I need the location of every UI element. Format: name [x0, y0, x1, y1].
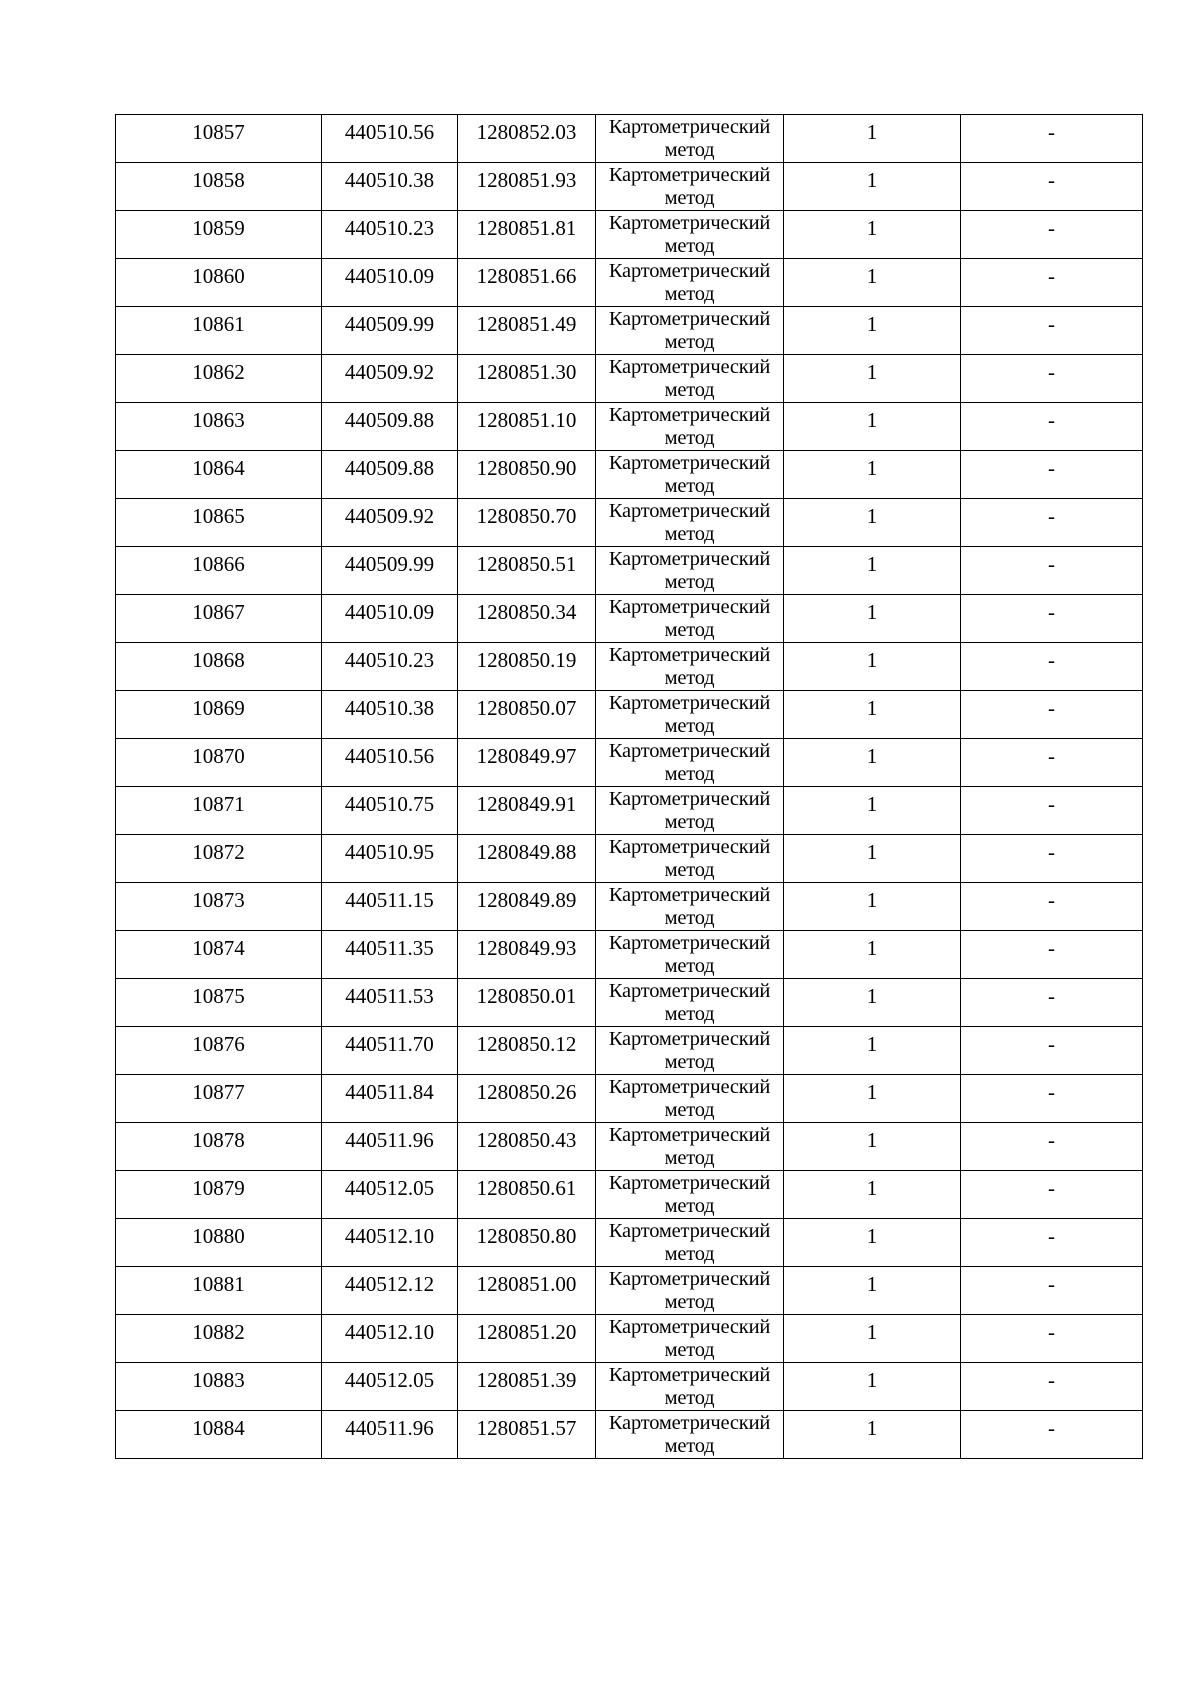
method-label-line1: Картометрический: [608, 932, 771, 954]
x-coordinate-cell: 440510.23: [322, 211, 458, 259]
method-label-line2: метод: [664, 955, 715, 977]
point-number-cell: 10860: [116, 259, 322, 307]
method-cell: [596, 1315, 784, 1363]
y-coordinate-cell: 1280851.81: [458, 211, 596, 259]
accuracy-cell: 1: [784, 1219, 961, 1267]
point-number-cell: 10875: [116, 979, 322, 1027]
method-cell: [596, 307, 784, 355]
x-coordinate-cell: 440509.99: [322, 307, 458, 355]
x-coordinate-cell: 440512.05: [322, 1363, 458, 1411]
method-cell: [596, 691, 784, 739]
note-cell: -: [961, 547, 1143, 595]
accuracy-cell: 1: [784, 115, 961, 163]
method-label-line2: метод: [664, 1147, 715, 1169]
point-number-cell: 10883: [116, 1363, 322, 1411]
method-label-line2: метод: [664, 859, 715, 881]
method-label-line1: Картометрический: [608, 788, 771, 810]
x-coordinate-cell: 440511.53: [322, 979, 458, 1027]
accuracy-cell: 1: [784, 1315, 961, 1363]
point-number-cell: 10876: [116, 1027, 322, 1075]
method-label-line2: метод: [664, 1051, 715, 1073]
accuracy-cell: 1: [784, 547, 961, 595]
x-coordinate-cell: 440509.92: [322, 499, 458, 547]
method-label-line1: Картометрический: [608, 1076, 771, 1098]
note-cell: -: [961, 451, 1143, 499]
method-cell: [596, 355, 784, 403]
table-row: [116, 547, 1143, 595]
method-label-line1: Картометрический: [608, 1268, 771, 1290]
method-label-line2: метод: [664, 427, 715, 449]
coordinates-table: [115, 114, 1143, 1459]
method-cell: [596, 547, 784, 595]
table-row: [116, 163, 1143, 211]
method-cell: [596, 259, 784, 307]
x-coordinate-cell: 440509.99: [322, 547, 458, 595]
point-number-cell: 10878: [116, 1123, 322, 1171]
accuracy-cell: 1: [784, 163, 961, 211]
accuracy-cell: 1: [784, 499, 961, 547]
y-coordinate-cell: 1280849.89: [458, 883, 596, 931]
y-coordinate-cell: 1280849.91: [458, 787, 596, 835]
accuracy-cell: 1: [784, 931, 961, 979]
point-number-cell: 10870: [116, 739, 322, 787]
accuracy-cell: 1: [784, 1075, 961, 1123]
method-label-line2: метод: [664, 1387, 715, 1409]
method-cell: [596, 931, 784, 979]
method-label-line2: метод: [664, 1243, 715, 1265]
note-cell: -: [961, 979, 1143, 1027]
accuracy-cell: 1: [784, 835, 961, 883]
y-coordinate-cell: 1280850.70: [458, 499, 596, 547]
note-cell: -: [961, 643, 1143, 691]
method-label-line2: метод: [664, 1099, 715, 1121]
note-cell: -: [961, 1219, 1143, 1267]
method-label-line1: Картометрический: [608, 596, 771, 618]
table-row: [116, 883, 1143, 931]
table-body: [116, 115, 1143, 1459]
note-cell: -: [961, 931, 1143, 979]
x-coordinate-cell: 440512.10: [322, 1315, 458, 1363]
note-cell: -: [961, 259, 1143, 307]
method-label-line1: Картометрический: [608, 1364, 771, 1386]
table-row: [116, 499, 1143, 547]
accuracy-cell: 1: [784, 1363, 961, 1411]
y-coordinate-cell: 1280851.20: [458, 1315, 596, 1363]
method-cell: [596, 1219, 784, 1267]
method-label-line1: Картометрический: [608, 1316, 771, 1338]
note-cell: -: [961, 355, 1143, 403]
method-label-line2: метод: [664, 715, 715, 737]
table-row: [116, 1315, 1143, 1363]
method-label-line2: метод: [664, 763, 715, 785]
y-coordinate-cell: 1280850.26: [458, 1075, 596, 1123]
method-cell: [596, 1171, 784, 1219]
note-cell: -: [961, 835, 1143, 883]
note-cell: -: [961, 883, 1143, 931]
method-cell: [596, 211, 784, 259]
y-coordinate-cell: 1280850.80: [458, 1219, 596, 1267]
method-label-line2: метод: [664, 1003, 715, 1025]
accuracy-cell: 1: [784, 451, 961, 499]
y-coordinate-cell: 1280851.66: [458, 259, 596, 307]
note-cell: -: [961, 1123, 1143, 1171]
x-coordinate-cell: 440512.12: [322, 1267, 458, 1315]
point-number-cell: 10882: [116, 1315, 322, 1363]
note-cell: -: [961, 787, 1143, 835]
method-cell: [596, 403, 784, 451]
table-row: [116, 691, 1143, 739]
method-label-line2: метод: [664, 235, 715, 257]
method-label-line2: метод: [664, 1291, 715, 1313]
table-row: [116, 1411, 1143, 1459]
method-label-line2: метод: [664, 331, 715, 353]
accuracy-cell: 1: [784, 595, 961, 643]
x-coordinate-cell: 440510.75: [322, 787, 458, 835]
y-coordinate-cell: 1280849.93: [458, 931, 596, 979]
accuracy-cell: 1: [784, 691, 961, 739]
point-number-cell: 10874: [116, 931, 322, 979]
accuracy-cell: 1: [784, 259, 961, 307]
table-row: [116, 739, 1143, 787]
method-label-line1: Картометрический: [608, 212, 771, 234]
x-coordinate-cell: 440510.95: [322, 835, 458, 883]
y-coordinate-cell: 1280850.07: [458, 691, 596, 739]
point-number-cell: 10862: [116, 355, 322, 403]
y-coordinate-cell: 1280850.12: [458, 1027, 596, 1075]
method-label-line2: метод: [664, 283, 715, 305]
note-cell: -: [961, 403, 1143, 451]
y-coordinate-cell: 1280849.97: [458, 739, 596, 787]
table-row: [116, 1219, 1143, 1267]
method-cell: [596, 163, 784, 211]
table-row: [116, 1363, 1143, 1411]
x-coordinate-cell: 440510.09: [322, 595, 458, 643]
note-cell: -: [961, 1267, 1143, 1315]
table-row: [116, 403, 1143, 451]
x-coordinate-cell: 440510.56: [322, 115, 458, 163]
table-row: [116, 931, 1143, 979]
table-row: [116, 1267, 1143, 1315]
x-coordinate-cell: 440510.38: [322, 691, 458, 739]
method-label-line1: Картометрический: [608, 692, 771, 714]
table-row: [116, 1171, 1143, 1219]
point-number-cell: 10864: [116, 451, 322, 499]
point-number-cell: 10872: [116, 835, 322, 883]
y-coordinate-cell: 1280850.90: [458, 451, 596, 499]
table-row: [116, 259, 1143, 307]
point-number-cell: 10869: [116, 691, 322, 739]
point-number-cell: 10871: [116, 787, 322, 835]
note-cell: -: [961, 1315, 1143, 1363]
y-coordinate-cell: 1280852.03: [458, 115, 596, 163]
method-label-line1: Картометрический: [608, 644, 771, 666]
note-cell: -: [961, 1027, 1143, 1075]
point-number-cell: 10866: [116, 547, 322, 595]
method-label-line1: Картометрический: [608, 116, 771, 138]
method-cell: [596, 979, 784, 1027]
y-coordinate-cell: 1280851.57: [458, 1411, 596, 1459]
point-number-cell: 10857: [116, 115, 322, 163]
point-number-cell: 10881: [116, 1267, 322, 1315]
note-cell: -: [961, 595, 1143, 643]
note-cell: -: [961, 163, 1143, 211]
table-row: [116, 979, 1143, 1027]
method-label-line1: Картометрический: [608, 452, 771, 474]
note-cell: -: [961, 307, 1143, 355]
method-label-line2: метод: [664, 475, 715, 497]
x-coordinate-cell: 440511.15: [322, 883, 458, 931]
method-label-line2: метод: [664, 523, 715, 545]
y-coordinate-cell: 1280850.61: [458, 1171, 596, 1219]
table-row: [116, 595, 1143, 643]
point-number-cell: 10873: [116, 883, 322, 931]
method-label-line2: метод: [664, 571, 715, 593]
method-cell: [596, 1075, 784, 1123]
method-label-line1: Картометрический: [608, 1172, 771, 1194]
method-cell: [596, 1123, 784, 1171]
x-coordinate-cell: 440511.96: [322, 1411, 458, 1459]
method-cell: [596, 835, 784, 883]
point-number-cell: 10868: [116, 643, 322, 691]
method-label-line2: метод: [664, 811, 715, 833]
point-number-cell: 10867: [116, 595, 322, 643]
method-cell: [596, 787, 784, 835]
method-cell: [596, 739, 784, 787]
point-number-cell: 10858: [116, 163, 322, 211]
accuracy-cell: 1: [784, 739, 961, 787]
table-row: [116, 835, 1143, 883]
table-row: [116, 1027, 1143, 1075]
note-cell: -: [961, 1411, 1143, 1459]
note-cell: -: [961, 115, 1143, 163]
point-number-cell: 10865: [116, 499, 322, 547]
x-coordinate-cell: 440510.23: [322, 643, 458, 691]
y-coordinate-cell: 1280851.93: [458, 163, 596, 211]
x-coordinate-cell: 440512.10: [322, 1219, 458, 1267]
y-coordinate-cell: 1280851.39: [458, 1363, 596, 1411]
x-coordinate-cell: 440510.09: [322, 259, 458, 307]
y-coordinate-cell: 1280850.34: [458, 595, 596, 643]
method-label-line2: метод: [664, 1195, 715, 1217]
note-cell: -: [961, 211, 1143, 259]
method-label-line2: метод: [664, 907, 715, 929]
table-row: [116, 355, 1143, 403]
accuracy-cell: 1: [784, 1171, 961, 1219]
method-label-line1: Картометрический: [608, 884, 771, 906]
table-row: [116, 211, 1143, 259]
point-number-cell: 10880: [116, 1219, 322, 1267]
method-label-line1: Картометрический: [608, 980, 771, 1002]
method-cell: [596, 1411, 784, 1459]
accuracy-cell: 1: [784, 643, 961, 691]
table-row: [116, 643, 1143, 691]
method-label-line2: метод: [664, 379, 715, 401]
method-label-line1: Картометрический: [608, 1412, 771, 1434]
method-cell: [596, 499, 784, 547]
x-coordinate-cell: 440510.38: [322, 163, 458, 211]
accuracy-cell: 1: [784, 883, 961, 931]
method-cell: [596, 115, 784, 163]
y-coordinate-cell: 1280851.10: [458, 403, 596, 451]
method-cell: [596, 595, 784, 643]
method-label-line1: Картометрический: [608, 740, 771, 762]
method-cell: [596, 451, 784, 499]
method-label-line1: Картометрический: [608, 164, 771, 186]
point-number-cell: 10861: [116, 307, 322, 355]
accuracy-cell: 1: [784, 1123, 961, 1171]
method-cell: [596, 883, 784, 931]
method-label-line1: Картометрический: [608, 1220, 771, 1242]
accuracy-cell: 1: [784, 307, 961, 355]
accuracy-cell: 1: [784, 787, 961, 835]
method-label-line2: метод: [664, 139, 715, 161]
y-coordinate-cell: 1280851.00: [458, 1267, 596, 1315]
method-label-line1: Картометрический: [608, 1124, 771, 1146]
accuracy-cell: 1: [784, 355, 961, 403]
accuracy-cell: 1: [784, 1027, 961, 1075]
x-coordinate-cell: 440509.88: [322, 403, 458, 451]
method-label-line1: Картометрический: [608, 260, 771, 282]
table-row: [116, 115, 1143, 163]
accuracy-cell: 1: [784, 1411, 961, 1459]
x-coordinate-cell: 440511.84: [322, 1075, 458, 1123]
table-row: [116, 307, 1143, 355]
note-cell: -: [961, 1363, 1143, 1411]
note-cell: -: [961, 691, 1143, 739]
x-coordinate-cell: 440510.56: [322, 739, 458, 787]
method-label-line1: Картометрический: [608, 548, 771, 570]
method-label-line2: метод: [664, 1339, 715, 1361]
method-label-line2: метод: [664, 1435, 715, 1457]
method-cell: [596, 1267, 784, 1315]
method-cell: [596, 1027, 784, 1075]
x-coordinate-cell: 440512.05: [322, 1171, 458, 1219]
accuracy-cell: 1: [784, 403, 961, 451]
y-coordinate-cell: 1280850.51: [458, 547, 596, 595]
method-label-line2: метод: [664, 187, 715, 209]
x-coordinate-cell: 440509.92: [322, 355, 458, 403]
point-number-cell: 10884: [116, 1411, 322, 1459]
method-cell: [596, 643, 784, 691]
y-coordinate-cell: 1280850.43: [458, 1123, 596, 1171]
point-number-cell: 10879: [116, 1171, 322, 1219]
note-cell: -: [961, 1171, 1143, 1219]
x-coordinate-cell: 440511.35: [322, 931, 458, 979]
point-number-cell: 10877: [116, 1075, 322, 1123]
point-number-cell: 10863: [116, 403, 322, 451]
table-row: [116, 451, 1143, 499]
x-coordinate-cell: 440511.70: [322, 1027, 458, 1075]
method-label-line2: метод: [664, 619, 715, 641]
method-label-line1: Картометрический: [608, 356, 771, 378]
table-row: [116, 1123, 1143, 1171]
y-coordinate-cell: 1280849.88: [458, 835, 596, 883]
accuracy-cell: 1: [784, 1267, 961, 1315]
note-cell: -: [961, 1075, 1143, 1123]
method-label-line2: метод: [664, 667, 715, 689]
note-cell: -: [961, 499, 1143, 547]
method-label-line1: Картометрический: [608, 404, 771, 426]
y-coordinate-cell: 1280850.01: [458, 979, 596, 1027]
y-coordinate-cell: 1280850.19: [458, 643, 596, 691]
y-coordinate-cell: 1280851.30: [458, 355, 596, 403]
accuracy-cell: 1: [784, 979, 961, 1027]
method-label-line1: Картометрический: [608, 836, 771, 858]
accuracy-cell: 1: [784, 211, 961, 259]
method-cell: [596, 1363, 784, 1411]
x-coordinate-cell: 440509.88: [322, 451, 458, 499]
method-label-line1: Картометрический: [608, 308, 771, 330]
x-coordinate-cell: 440511.96: [322, 1123, 458, 1171]
table-row: [116, 787, 1143, 835]
y-coordinate-cell: 1280851.49: [458, 307, 596, 355]
method-label-line1: Картометрический: [608, 500, 771, 522]
table-row: [116, 1075, 1143, 1123]
note-cell: -: [961, 739, 1143, 787]
point-number-cell: 10859: [116, 211, 322, 259]
method-label-line1: Картометрический: [608, 1028, 771, 1050]
